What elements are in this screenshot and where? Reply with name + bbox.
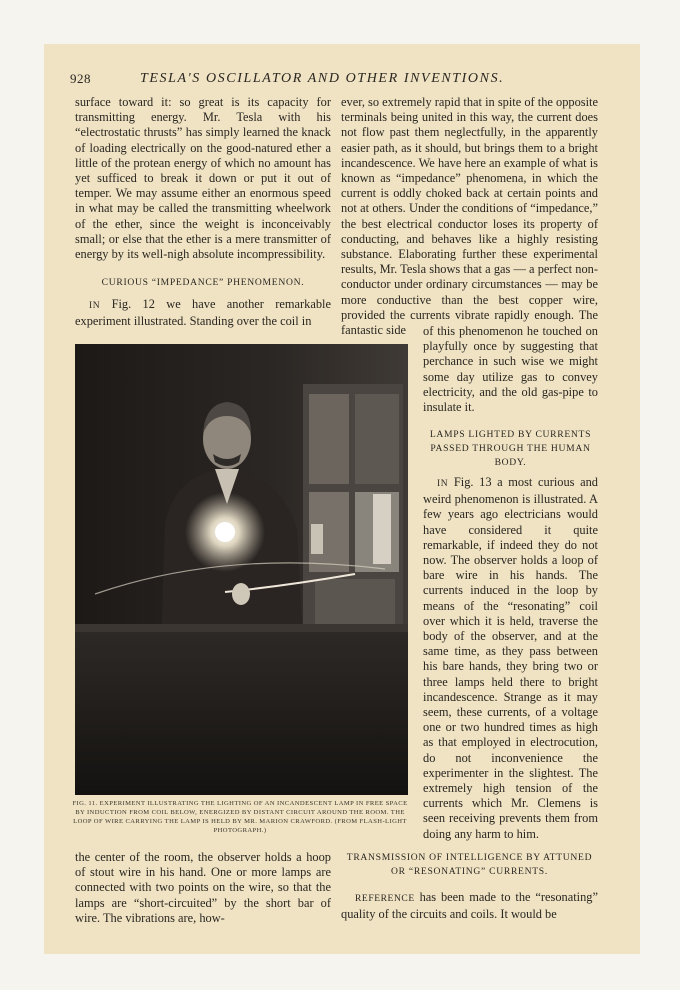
- paragraph-text: the center of the room, the observer holds a hoop of stout wire in his hand. One or more lamps are connected with two points on the wire, so that the lamps are “short-circuited” by the short bar of wire. The vibrations are, how-: [75, 850, 331, 925]
- section-heading-lamps: LAMPS LIGHTED BY CURRENTS PASSED THROUGH THE HUMAN BODY.: [429, 429, 592, 468]
- photograph-illustration: [75, 344, 408, 795]
- left-column-bottom-paragraph: [75, 850, 331, 926]
- right-column-narrow-paragraph: [423, 324, 598, 415]
- paragraph-text: ever, so extremely rapid that in spite of the opposite terminals being united in this way, the current does not flow past them neglectfully, in the apparently easier path, as it should, but brings them to a bright incandescence. We have here an example of what is known as “impedance” phenomena, in which the current is oddly choked back at certain points and not at others. Under the conditions of “impedance,” the best electrical conductor loses its property of conducting, and behaves like a highly resisting substance. Elaborating further these experimental results, Mr. Tesla shows that a gas — a perfect non-conductor under ordinary circumstances — may be more conductive than the best copper wire, provided the currents vibrate rapidly enough. The fantastic side: [341, 95, 598, 338]
- figure-caption: FIG. 11. EXPERIMENT ILLUSTRATING THE LIGHTING OF AN INCANDESCENT LAMP IN FREE SPACE BY INDUCTION FROM COIL BELOW, ENERGIZED BY DISTANT CIRCUIT AROUND THE ROOM. THE LOOP OF WIRE CARRYING THE LAMP IS HELD BY MR. MARION CRAWFORD. (FROM FLASH-LIGHT PHOTOGRAPH.): [72, 800, 408, 834]
- paragraph-text: surface toward it: so great is its capacity for transmitting energy. Mr. Tesla with his “electrostatic thrusts” has simply learned the knack of loading electrically on the good-natured ether a little of the protean energy of which no amount has yet sufficed to break it down or put it out of temper. We may assume either an enormous speed in what may be called the transmitting wheelwork of the ether, since the weight is inconceivably small; or else that the ether is a mere transmitter of energy by its well-nigh absolute incompressibility.: [75, 95, 331, 262]
- paragraph-text: Fig. 12 we have another remarkable experiment illustrated. Standing over the coil in: [75, 297, 331, 329]
- right-column-top-paragraph: [341, 95, 598, 338]
- paragraph-text: Fig. 13 a most curious and weird phenomenon is illustrated. A few years ago electricians would have considered it quite remarkable, if indeed they do not now. The observer holds a loop of bare wire in his hands. The currents induced in the loop by means of the “resonating” coil over which it is held, traverse the body of the observer, and at the same time, as they pass between his bare hands, they bring two or three lamps held there to bright incandescence. Strange as it may seem, these currents, of a voltage one or two hundred times as high as that employed in electrocution, do not inconvenience the experimenter in the slightest. The extremely high tension of the currents which Mr. Clemens is seen receiving prevents them from doing any harm to him.: [423, 475, 598, 841]
- figure-photograph: [75, 344, 408, 795]
- impedance-intro-paragraph: [75, 297, 331, 329]
- paragraph-text: of this phenomenon he touched on playfully once by suggesting that perchance in such wise we might some day utilize gas to convey electricity, and the old gas-pipe to insulate it.: [423, 324, 598, 415]
- transmission-paragraph: [341, 890, 598, 922]
- section-heading-impedance: CURIOUS “IMPEDANCE” PHENOMENON.: [101, 277, 305, 288]
- section-heading-transmission: TRANSMISSION OF INTELLIGENCE BY ATTUNED OR “RESONATING” CURRENTS.: [346, 852, 593, 877]
- lead-in-word: REFERENCE: [355, 894, 415, 904]
- book-page: [44, 44, 640, 954]
- left-column-top-paragraph: [75, 95, 331, 262]
- running-title: TESLA'S OSCILLATOR AND OTHER INVENTIONS.: [140, 71, 505, 86]
- lead-in-word: IN: [437, 479, 449, 489]
- lamps-paragraph: [423, 475, 598, 842]
- lead-in-word: IN: [89, 301, 101, 311]
- paragraph-text: has been made to the “resonating” quality of the circuits and coils. It would be: [341, 890, 598, 922]
- page-number: 928: [70, 71, 91, 86]
